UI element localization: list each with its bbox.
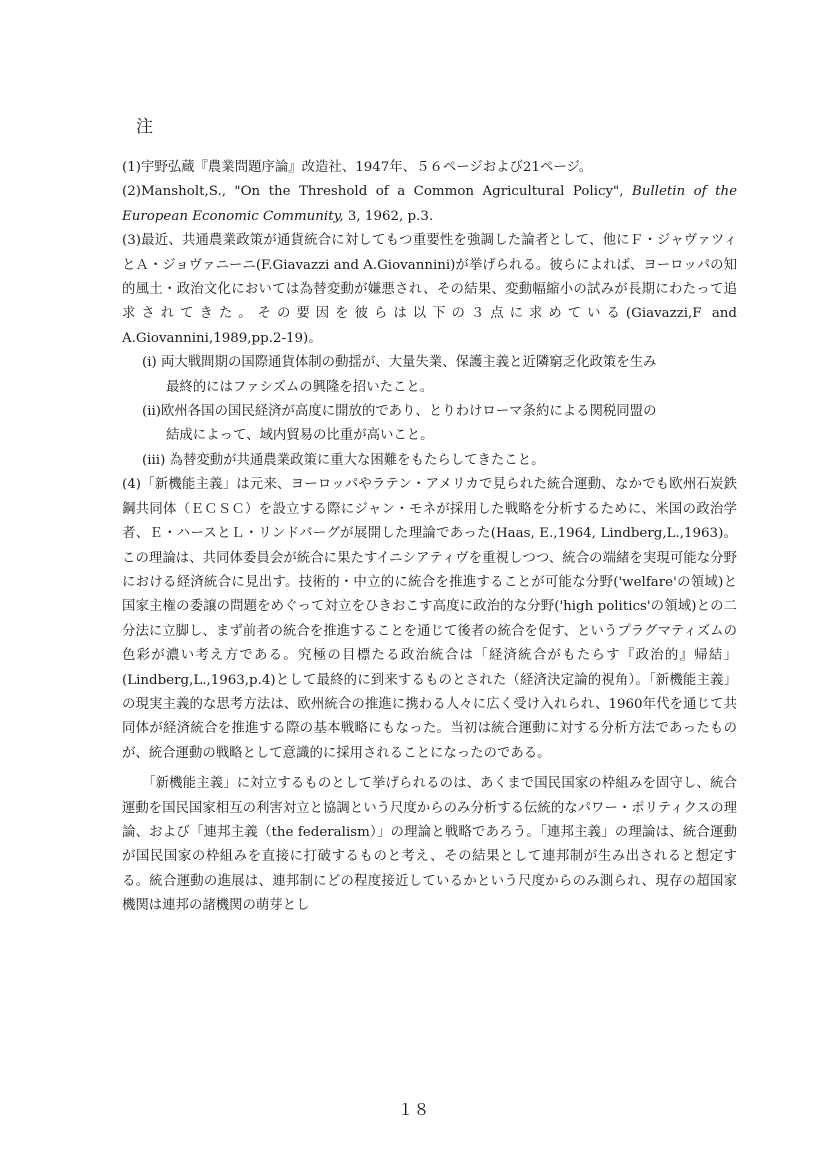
page-number: １８ bbox=[397, 1100, 430, 1119]
note-3-item-ii-cont: 結成によって、域内貿易の比重が高いこと。 bbox=[166, 428, 434, 444]
note-3-item-ii-line1: (ii)欧州各国の国民経済が高度に開放的であり、とりわけローマ条約による関税同盟の bbox=[142, 404, 657, 420]
notes-body bbox=[122, 156, 737, 919]
note-3: (3)最近、共通農業政策が通貨統合に対してもつ重要性を強調した論者として、他にＦ・ジャヴァツィとＡ・ジョヴァニーニ(F.Giavazzi and A.Giovannini)が挙げられる。彼らによれば、ヨーロッパの知的風土・政治文化においては為替変動が嫌悪され、その結果、変動幅縮小の試みが長期にわたって追求されてきた。その要因を彼らは以下の３点に求めている(Giavazzi,F and A.Giovannini,1989,pp.2-19)。 bbox=[122, 233, 737, 346]
notes-heading: 注 bbox=[136, 117, 155, 137]
note-2-journal: Bulletin of the European Economic Community, bbox=[122, 184, 737, 224]
note-3-item-i bbox=[122, 351, 737, 375]
note-3-item-iii bbox=[122, 449, 737, 473]
note-4-paragraph-2: 「新機能主義」に対立するものとして挙げられるのは、あくまで国民国家の枠組みを固守し、統合運動を国民国家相互の利害対立と協調という尺度からのみ分析する伝統的なパワー・ポリティクスの理論、および「連邦主義（the federalism）」の理論と戦略であろう。「連邦主義」の理論は、統合運動が国民国家の枠組みを直接に打破するものと考え、その結果として連邦制が生み出されると想定する。統合運動の進展は、連邦制にどの程度接近しているかという尺度からのみ測られ、現存の超国家機関は連邦の諸機関の萌芽とし bbox=[122, 776, 737, 914]
note-2-text: (2)Mansholt,S., "On the Threshold of a Common Agricultural Policy", bbox=[122, 184, 632, 200]
note-3-item-iii-line1: (iii) 為替変動が共通農業政策に重大な困難をもたらしてきたこと。 bbox=[142, 452, 545, 468]
note-3-item-i-line1: (i) 両大戦間期の国際通貨体制の動揺が、大量失業、保護主義と近隣窮乏化政策を生み bbox=[142, 355, 657, 371]
note-1: (1)宇野弘蔵『農業問題序論』改造社、1947年、５６ページおよび21ページ。 bbox=[122, 160, 593, 175]
note-4: (4)「新機能主義」は元来、ヨーロッパやラテン・アメリカで見られた統合運動、なかでも欧州石炭鉄鋼共同体（ＥＣＳＣ）を設立する際にジャン・モネが採用した戦略を分析するために、米国の政治学者、Ｅ・ハースとＬ・リンドバーグが展開した理論であった(Haas, E.,1964, Lindberg,L.,1963)。この理論は、共同体委員会が統合に果たすイニシアティヴを重視しつつ、統合の端緒を実現可能な分野における経済統合に見出す。技術的・中立的に統合を推進することが可能な分野('welfare'の領域)と国家主権の委譲の問題をめぐって対立をひきおこす高度に政治的な分野('high politics'の領域)との二分法に立脚し、まず前者の統合を推進することを通じて後者の統合を促す、というプラグマティズムの色彩が濃い考え方である。究極の目標たる政治統合は「経済統合がもたらす『政治的』帰結」(Lindberg,L.,1963,p.4)として最終的に到来するものとされた（経済決定論的視角）。「新機能主義」の現実主義的な思考方法は、欧州統合の推進に携わる人々に広く受け入れられ、1960年代を通じて共同体が経済統合を推進する際の基本戦略にもなった。当初は統合運動に対する分析方法であったものが、統合運動の戦略として意識的に採用されることになったのである。 bbox=[122, 477, 737, 761]
note-2 bbox=[122, 180, 737, 229]
note-3-item-ii bbox=[122, 400, 737, 424]
note-3-item-i-cont: 最終的にはファシズムの興隆を招いたこと。 bbox=[166, 379, 434, 395]
note-2-ref: 3, 1962, p.3. bbox=[343, 208, 434, 224]
